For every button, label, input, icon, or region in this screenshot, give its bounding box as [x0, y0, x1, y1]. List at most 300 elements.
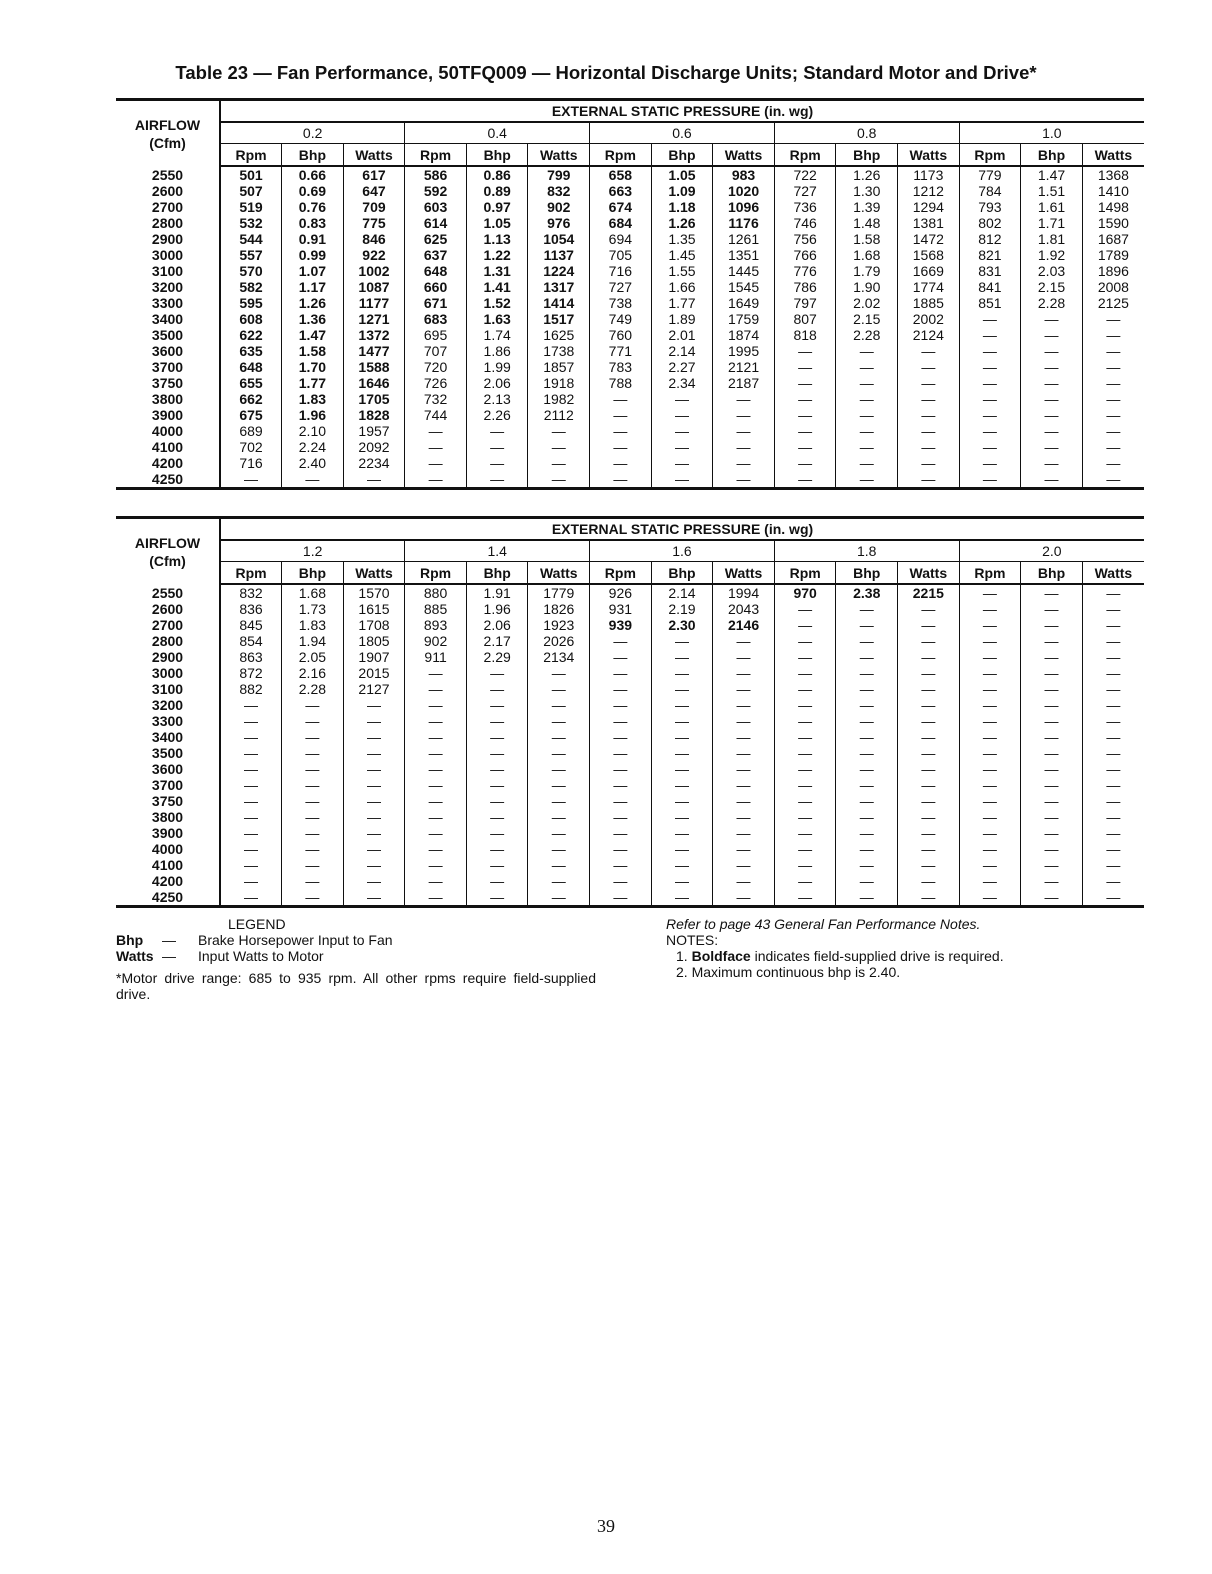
cell-rpm: 655 [220, 375, 282, 391]
cell-bhp: 1.48 [836, 215, 898, 231]
cell-watts: — [1106, 439, 1121, 455]
cell-bhp: — [651, 455, 713, 471]
pressure-header: 0.8 [774, 122, 959, 144]
cell-rpm: — [959, 889, 1021, 907]
cell-bhp: 1.96 [466, 601, 528, 617]
pressure-header: 0.4 [405, 122, 590, 144]
cell-watts: 1351 [713, 247, 775, 263]
cell-rpm: 738 [590, 295, 652, 311]
cell-bhp: — [466, 455, 528, 471]
cell-watts: — [898, 697, 960, 713]
cell-bhp: — [1021, 729, 1083, 745]
cell-rpm: — [959, 327, 1021, 343]
cell-rpm: 586 [405, 166, 467, 183]
cell-rpm: — [220, 793, 282, 809]
cell-rpm: 722 [774, 166, 836, 183]
cell-bhp: — [282, 809, 344, 825]
cell-rpm: — [590, 455, 652, 471]
cell-rpm: 501 [220, 166, 282, 183]
cell-watts: 846 [343, 231, 405, 247]
cell-rpm: 662 [220, 391, 282, 407]
cell-bhp: — [836, 841, 898, 857]
cell-watts: — [1106, 343, 1121, 359]
cell-rpm: — [774, 633, 836, 649]
cell-watts: — [1106, 697, 1121, 713]
cell-rpm: 746 [774, 215, 836, 231]
cell-watts: 2234 [343, 455, 405, 471]
airflow-cell: 4200 [116, 873, 220, 889]
cell-rpm: 818 [774, 327, 836, 343]
airflow-cell: 3750 [116, 375, 220, 391]
cell-watts: — [1106, 809, 1121, 825]
airflow-cell: 3400 [116, 311, 220, 327]
cell-rpm: 863 [220, 649, 282, 665]
cell-watts: — [713, 889, 775, 907]
airflow-cell: 3700 [116, 359, 220, 375]
cell-bhp: — [282, 745, 344, 761]
column-header-rpm: Rpm [959, 562, 1021, 585]
cell-watts: — [898, 343, 960, 359]
cell-bhp: 1.05 [651, 166, 713, 183]
cell-rpm: — [774, 375, 836, 391]
cell-rpm: — [774, 873, 836, 889]
airflow-cell: 2550 [116, 584, 220, 601]
cell-bhp: — [1021, 327, 1083, 343]
airflow-cell: 3500 [116, 745, 220, 761]
cell-watts: 1410 [1097, 183, 1129, 199]
cell-watts: 1381 [898, 215, 960, 231]
cell-watts: — [713, 873, 775, 889]
cell-rpm: — [405, 729, 467, 745]
cell-bhp: 1.68 [836, 247, 898, 263]
cell-bhp: — [1021, 649, 1083, 665]
cell-rpm: 727 [774, 183, 836, 199]
cell-rpm: — [774, 841, 836, 857]
cell-watts: — [898, 617, 960, 633]
airflow-cell: 2600 [116, 601, 220, 617]
cell-rpm: — [774, 617, 836, 633]
cell-bhp: — [836, 439, 898, 455]
pressure-header: 1.0 [959, 122, 1144, 144]
cell-rpm: 786 [774, 279, 836, 295]
cell-rpm: — [220, 809, 282, 825]
cell-rpm: 648 [405, 263, 467, 279]
cell-watts: — [898, 439, 960, 455]
cell-watts: — [528, 439, 590, 455]
cell-watts: 2043 [713, 601, 775, 617]
note-1: 1. Boldface indicates field-supplied drive is required. [676, 948, 1004, 964]
cell-watts: — [1106, 825, 1121, 841]
cell-rpm: 705 [590, 247, 652, 263]
cell-bhp: — [1021, 455, 1083, 471]
airflow-cell: 3600 [116, 761, 220, 777]
cell-rpm: — [405, 793, 467, 809]
column-header-rpm: Rpm [220, 562, 282, 585]
column-header-rpm: Rpm [774, 144, 836, 167]
cell-rpm: — [405, 423, 467, 439]
cell-rpm: — [220, 761, 282, 777]
cell-watts: 1271 [343, 311, 405, 327]
cell-watts: — [343, 841, 405, 857]
cell-watts: — [343, 793, 405, 809]
cell-rpm: — [590, 697, 652, 713]
cell-rpm: — [590, 841, 652, 857]
table-row [116, 617, 1144, 633]
cell-bhp: 2.01 [651, 327, 713, 343]
cell-rpm: — [959, 471, 1021, 489]
cell-bhp: — [466, 889, 528, 907]
cell-bhp: 1.77 [651, 295, 713, 311]
cell-rpm: — [774, 745, 836, 761]
cell-bhp: — [836, 359, 898, 375]
cell-bhp: 2.34 [651, 375, 713, 391]
cell-bhp: 1.91 [466, 584, 528, 601]
cell-rpm: — [959, 584, 1021, 601]
legend-definition: Brake Horsepower Input to Fan [198, 932, 393, 948]
cell-bhp: 0.83 [282, 215, 344, 231]
cell-watts: — [713, 439, 775, 455]
cell-watts: — [1106, 633, 1121, 649]
cell-watts: 1857 [528, 359, 590, 375]
cell-bhp: 2.02 [836, 295, 898, 311]
airflow-cell: 4200 [116, 455, 220, 471]
cell-bhp: 1.83 [282, 617, 344, 633]
esp-header: EXTERNAL STATIC PRESSURE (in. wg) [220, 518, 1144, 541]
cell-bhp: — [836, 665, 898, 681]
cell-rpm: — [220, 873, 282, 889]
cell-watts: — [1106, 713, 1121, 729]
cell-rpm: — [959, 857, 1021, 873]
cell-watts: — [1106, 423, 1121, 439]
cell-watts: — [528, 729, 590, 745]
cell-rpm: — [959, 729, 1021, 745]
cell-bhp: 1.89 [651, 311, 713, 327]
cell-rpm: — [774, 407, 836, 423]
airflow-cell: 2900 [116, 231, 220, 247]
cell-bhp: — [1021, 584, 1083, 601]
cell-bhp: 0.76 [282, 199, 344, 215]
cell-watts: 1096 [713, 199, 775, 215]
table-row [116, 761, 1144, 777]
airflow-cell: 3800 [116, 391, 220, 407]
table-row [116, 713, 1144, 729]
cell-bhp: 1.83 [282, 391, 344, 407]
cell-rpm: — [405, 665, 467, 681]
cell-watts: — [1106, 617, 1121, 633]
cell-bhp: 1.63 [466, 311, 528, 327]
cell-watts: 2026 [528, 633, 590, 649]
notes [666, 916, 1086, 980]
cell-bhp: — [651, 407, 713, 423]
cell-rpm: 911 [405, 649, 467, 665]
cell-watts: — [1106, 665, 1121, 681]
column-header-bhp: Bhp [282, 562, 344, 585]
table-row [116, 263, 1144, 279]
cell-bhp: 1.77 [282, 375, 344, 391]
cell-rpm: — [774, 889, 836, 907]
cell-watts: — [898, 455, 960, 471]
cell-watts: 2124 [898, 327, 960, 343]
cell-bhp: 1.58 [282, 343, 344, 359]
cell-bhp: — [1021, 681, 1083, 697]
airflow-header: AIRFLOW (Cfm) [116, 518, 220, 585]
cell-watts: 1545 [713, 279, 775, 295]
cell-rpm: — [220, 745, 282, 761]
cell-rpm: 707 [405, 343, 467, 359]
table-row [116, 215, 1144, 231]
cell-watts: 1828 [343, 407, 405, 423]
legend-heading: LEGEND [228, 916, 286, 932]
airflow-header: AIRFLOW (Cfm) [116, 100, 220, 167]
pressure-header: 1.8 [774, 540, 959, 562]
column-header-bhp: Bhp [651, 562, 713, 585]
cell-bhp: 0.66 [282, 166, 344, 183]
cell-watts: — [713, 729, 775, 745]
cell-watts: — [1106, 585, 1121, 601]
cell-watts: — [528, 713, 590, 729]
cell-rpm: — [590, 633, 652, 649]
cell-bhp: — [1021, 889, 1083, 907]
cell-watts: 1087 [343, 279, 405, 295]
cell-watts: 1588 [343, 359, 405, 375]
cell-rpm: — [774, 601, 836, 617]
airflow-cell: 4100 [116, 439, 220, 455]
cell-bhp: — [1021, 311, 1083, 327]
cell-watts: — [713, 825, 775, 841]
cell-rpm: 532 [220, 215, 282, 231]
airflow-cell: 3200 [116, 279, 220, 295]
cell-watts: 1317 [528, 279, 590, 295]
cell-bhp: 1.81 [1021, 231, 1083, 247]
cell-watts: — [713, 471, 775, 489]
cell-rpm: 832 [220, 584, 282, 601]
cell-watts: — [898, 665, 960, 681]
cell-bhp: 2.27 [651, 359, 713, 375]
cell-watts: — [343, 889, 405, 907]
cell-rpm: — [774, 649, 836, 665]
notes-reference: Refer to page 43 General Fan Performance Notes. [666, 916, 981, 932]
pressure-header: 0.6 [590, 122, 775, 144]
cell-rpm: 726 [405, 375, 467, 391]
cell-bhp: 2.40 [282, 455, 344, 471]
airflow-cell: 2800 [116, 633, 220, 649]
cell-watts: — [898, 407, 960, 423]
cell-watts: 1177 [343, 295, 405, 311]
cell-watts: 1805 [343, 633, 405, 649]
table-row [116, 327, 1144, 343]
cell-watts: — [1106, 681, 1121, 697]
cell-rpm: — [959, 407, 1021, 423]
cell-watts: 1212 [898, 183, 960, 199]
cell-rpm: 885 [405, 601, 467, 617]
cell-watts: — [528, 423, 590, 439]
cell-bhp: — [651, 825, 713, 841]
cell-rpm: — [959, 777, 1021, 793]
cell-rpm: 637 [405, 247, 467, 263]
cell-rpm: — [774, 825, 836, 841]
cell-bhp: 2.15 [836, 311, 898, 327]
cell-rpm: — [405, 439, 467, 455]
cell-watts: — [898, 793, 960, 809]
cell-watts: — [898, 633, 960, 649]
cell-watts: 2121 [713, 359, 775, 375]
cell-watts: 1687 [1097, 231, 1129, 247]
cell-bhp: — [651, 889, 713, 907]
cell-watts: 1570 [343, 584, 405, 601]
cell-rpm: — [405, 777, 467, 793]
cell-bhp: — [282, 713, 344, 729]
cell-bhp: 1.79 [836, 263, 898, 279]
cell-bhp: — [1021, 391, 1083, 407]
cell-rpm: — [959, 665, 1021, 681]
cell-bhp: — [1021, 873, 1083, 889]
cell-watts: — [713, 665, 775, 681]
cell-rpm: — [405, 745, 467, 761]
cell-watts: 1918 [528, 375, 590, 391]
cell-rpm: — [590, 407, 652, 423]
cell-bhp: — [836, 777, 898, 793]
cell-bhp: — [282, 873, 344, 889]
cell-bhp: — [1021, 359, 1083, 375]
cell-bhp: — [466, 423, 528, 439]
cell-bhp: 1.26 [282, 295, 344, 311]
cell-bhp: — [282, 793, 344, 809]
cell-watts: — [1106, 793, 1121, 809]
cell-rpm: — [405, 809, 467, 825]
page-number: 39 [597, 1516, 615, 1536]
table-row [116, 857, 1144, 873]
table-row [116, 601, 1144, 617]
table-row [116, 745, 1144, 761]
table-row [116, 455, 1144, 471]
cell-rpm: — [590, 857, 652, 873]
legend-entry-watts [116, 948, 616, 964]
column-header-watts: Watts [898, 144, 960, 167]
cell-bhp: 2.24 [282, 439, 344, 455]
cell-bhp: 2.19 [651, 601, 713, 617]
cell-rpm: — [220, 841, 282, 857]
boldface-term: Boldface [691, 948, 751, 964]
esp-header: EXTERNAL STATIC PRESSURE (in. wg) [220, 100, 1144, 123]
cell-bhp: 2.16 [282, 665, 344, 681]
cell-watts: — [898, 391, 960, 407]
cell-watts: — [528, 857, 590, 873]
cell-rpm: 779 [959, 166, 1021, 183]
cell-bhp: — [282, 825, 344, 841]
cell-bhp: 1.99 [466, 359, 528, 375]
table-row [116, 777, 1144, 793]
cell-bhp: — [466, 697, 528, 713]
airflow-cell: 3000 [116, 665, 220, 681]
cell-bhp: 1.31 [466, 263, 528, 279]
cell-watts: 1789 [1097, 247, 1129, 263]
column-header-rpm: Rpm [590, 562, 652, 585]
airflow-cell: 4250 [116, 889, 220, 907]
cell-rpm: 783 [590, 359, 652, 375]
cell-watts: — [528, 665, 590, 681]
cell-bhp: 1.61 [1021, 199, 1083, 215]
cell-watts: — [898, 681, 960, 697]
cell-bhp: 1.96 [282, 407, 344, 423]
legend-dash: — [162, 948, 176, 964]
cell-rpm: — [959, 697, 1021, 713]
cell-watts: 709 [343, 199, 405, 215]
airflow-cell: 3300 [116, 295, 220, 311]
cell-bhp: — [836, 423, 898, 439]
cell-watts: — [1106, 375, 1121, 391]
cell-watts: 1649 [713, 295, 775, 311]
cell-bhp: — [836, 455, 898, 471]
table-row [116, 439, 1144, 455]
cell-bhp: — [651, 793, 713, 809]
cell-rpm: — [774, 455, 836, 471]
cell-watts: 1517 [528, 311, 590, 327]
cell-watts: — [898, 423, 960, 439]
cell-watts: 1368 [1097, 167, 1129, 183]
table-row [116, 841, 1144, 857]
column-header-bhp: Bhp [1021, 144, 1083, 167]
table-row [116, 793, 1144, 809]
cell-bhp: — [651, 697, 713, 713]
column-header-rpm: Rpm [405, 144, 467, 167]
cell-watts: — [713, 745, 775, 761]
cell-bhp: — [282, 471, 344, 489]
cell-bhp: — [651, 649, 713, 665]
cell-rpm: 595 [220, 295, 282, 311]
cell-rpm: — [774, 857, 836, 873]
cell-bhp: — [466, 761, 528, 777]
cell-watts: — [898, 777, 960, 793]
cell-rpm: 608 [220, 311, 282, 327]
cell-watts: 1414 [528, 295, 590, 311]
cell-watts: — [343, 825, 405, 841]
cell-rpm: 821 [959, 247, 1021, 263]
cell-bhp: 1.74 [466, 327, 528, 343]
airflow-cell: 4000 [116, 841, 220, 857]
column-header-watts: Watts [713, 144, 775, 167]
cell-bhp: 1.41 [466, 279, 528, 295]
cell-bhp: 0.69 [282, 183, 344, 199]
cell-bhp: 1.09 [651, 183, 713, 199]
cell-watts: 1994 [713, 584, 775, 601]
cell-bhp: 2.03 [1021, 263, 1083, 279]
cell-watts: 2146 [713, 617, 775, 633]
column-header-bhp: Bhp [836, 562, 898, 585]
cell-watts: 1137 [528, 247, 590, 263]
cell-watts: — [898, 601, 960, 617]
cell-rpm: — [774, 665, 836, 681]
cell-watts: — [528, 793, 590, 809]
cell-rpm: 793 [959, 199, 1021, 215]
cell-watts: — [1106, 327, 1121, 343]
cell-watts: — [898, 649, 960, 665]
cell-watts: 1738 [528, 343, 590, 359]
cell-rpm: 939 [590, 617, 652, 633]
cell-rpm: 674 [590, 199, 652, 215]
cell-bhp: 1.71 [1021, 215, 1083, 231]
cell-bhp: 1.70 [282, 359, 344, 375]
cell-rpm: 812 [959, 231, 1021, 247]
cell-bhp: — [651, 761, 713, 777]
cell-bhp: — [466, 793, 528, 809]
cell-bhp: 0.97 [466, 199, 528, 215]
table-row [116, 359, 1144, 375]
table-row [116, 825, 1144, 841]
cell-rpm: 660 [405, 279, 467, 295]
cell-rpm: — [590, 745, 652, 761]
cell-rpm: 648 [220, 359, 282, 375]
column-header-bhp: Bhp [1021, 562, 1083, 585]
